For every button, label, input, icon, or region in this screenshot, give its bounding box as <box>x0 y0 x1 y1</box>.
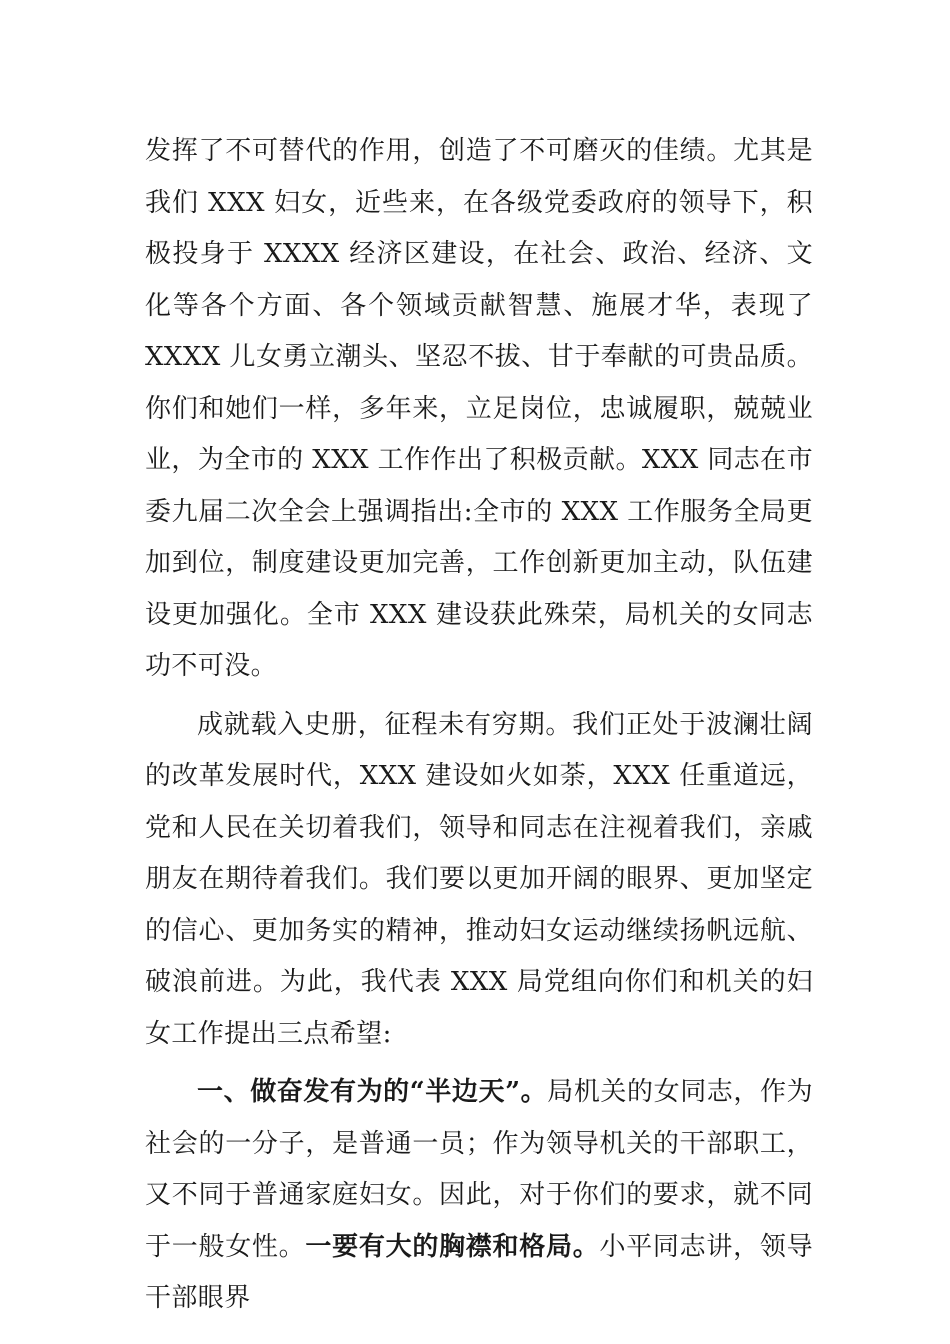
paragraph-3 <box>145 1067 813 1325</box>
paragraph-1-text: 发挥了不可替代的作用，创造了不可磨灭的佳绩。尤其是我们 XXX 妇女，近些来，在各级党委政府的领导下，积极投身于 XXXX 经济区建设，在社会、政治、经济、文化等各个方面、各个领域贡献智慧、施展才华，表现了 XXXX 儿女勇立潮头、坚忍不拔、甘于奉献的可贵品质。你们和她们一样，多年来，立足岗位，忠诚履职，兢兢业业，为全市的 XXX 工作作出了积极贡献。XXX 同志在市委九届二次全会上强调指出:全市的 XXX 工作服务全局更加到位，制度建设更加完善，工作创新更加主动，队伍建设更加强化。全市 XXX 建设获此殊荣，局机关的女同志功不可没。 <box>145 136 813 681</box>
paragraph-3-text-a: 局机关的女同志，作为社会的一分子，是普通一员；作为领导机关的干部职工，又不同于普通家庭妇女。因此，对于你们的要求，就不同于一般女性。 <box>145 1077 813 1262</box>
paragraph-2-text: 成就载入史册，征程未有穷期。我们正处于波澜壮阔的改革发展时代，XXX 建设如火如荼，XXX 任重道远，党和人民在关切着我们，领导和同志在注视着我们，亲戚朋友在期待着我们。我们要以更加开阔的眼界、更加坚定的信心、更加务实的精神，推动妇女运动继续扬帆远航、破浪前进。为此，我代表 XXX 局党组向你们和机关的妇女工作提出三点希望: <box>145 709 813 1049</box>
document-body <box>145 126 813 1325</box>
paragraph-1 <box>145 126 813 693</box>
sub-point-heading-1: 一要有大的胸襟和格局。 <box>305 1231 600 1262</box>
section-heading-1: 一、做奋发有为的“半边天”。 <box>197 1077 548 1107</box>
paragraph-2 <box>145 700 813 1061</box>
paragraph-3-text-b: 小平同志讲，领导干部眼界 <box>145 1231 813 1313</box>
